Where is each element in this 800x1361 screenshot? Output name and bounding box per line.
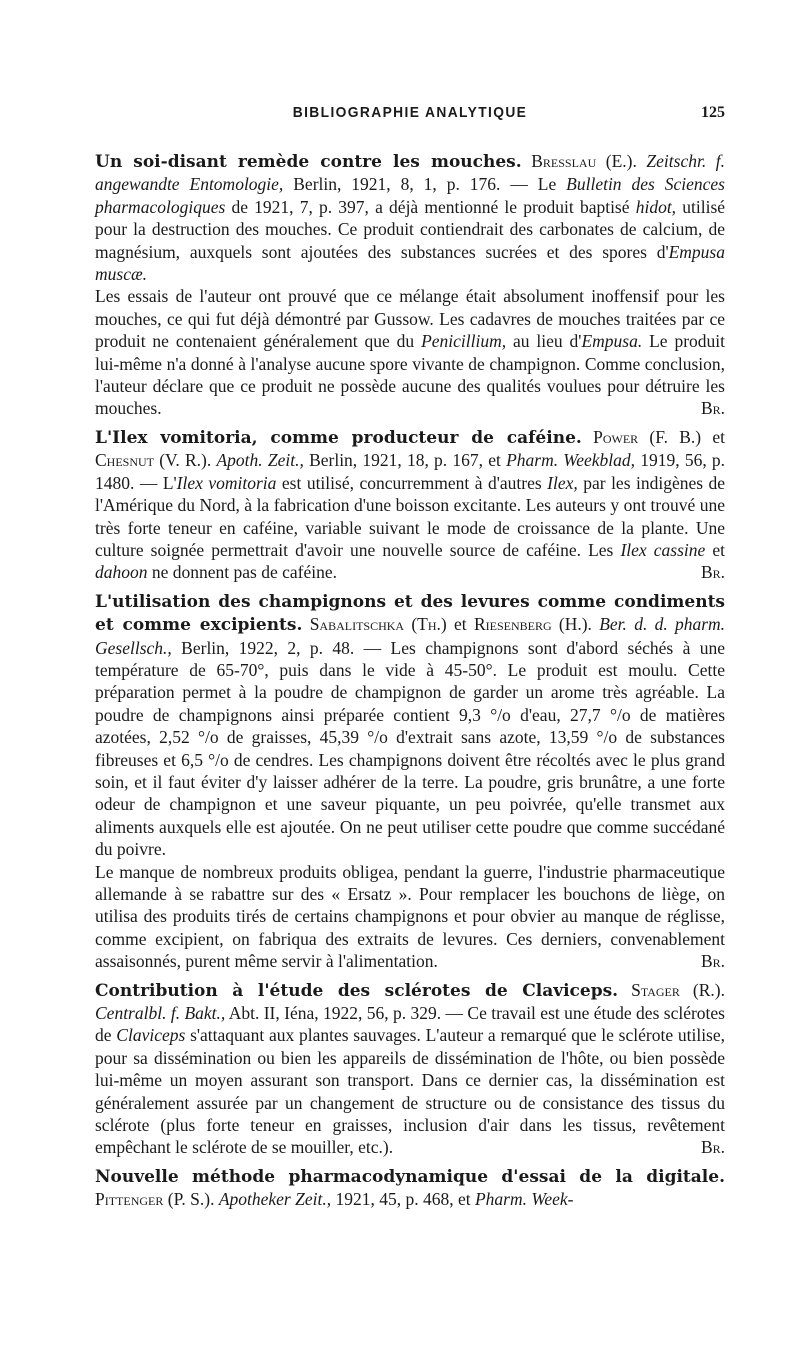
entry-title: Un soi-disant remède contre les mouches. — [95, 152, 522, 172]
entry-citation-details: Berlin, 1921, 18, p. 167, et — [309, 450, 501, 471]
bibliography-entry — [95, 979, 725, 1159]
entry-journal: Centralbl. f. Bakt., — [95, 1003, 226, 1024]
entry-text-italic: dahoon — [95, 562, 148, 583]
entry-signature: Br. — [700, 398, 725, 419]
entry-paragraph — [95, 1165, 725, 1211]
entry-journal: Pharm. Week- — [474, 1189, 574, 1210]
entry-authors: Chesnut (V. R.). — [95, 450, 212, 471]
entry-signature: Br. — [700, 951, 725, 972]
entry-text: Le manque de nombreux produits obligea, pendant la guerre, l'industrie pharmaceutique allemande à se rabattre sur des « Ersatz ». Pour remplacer les bouchons de liège, on utilisa des produits tirés de certains champignons et pour obvier au manque de réglisse, comme excipient, on fabriqua des extraits de levures. Ces derniers, convenablement assaisonnés, purent même servir à l'alimentation. — [95, 861, 725, 972]
bibliography-entry — [95, 426, 725, 584]
entry-title: Nouvelle méthode pharmacodynamique d'essai de la digitale. — [95, 1166, 725, 1187]
entry-text: utilisé pour la destruction des mouches. Ce produit contiendrait des carbonates de calcium, de magnésium, auxquels sont ajoutées des substances sucrées et des spores d' — [95, 196, 726, 262]
entry-text: Les champignons sont d'abord séchés à une température de 65-70°, puis dans le vide à 45-50°. Le produit est moulu. Cette préparation permet à la poudre de champignon de garder un arome très agréable. La poudre de champignons ainsi préparée contient 9,3 °/o d'eau, 27,7 °/o de matières azotées, 2,52 °/o de graisses, 45,39 °/o d'extrait sans azote, 13,59 °/o de substances fibreuses et 6,5 °/o de cendres. Les champignons doivent être récoltés avec le plus grand soin, et il faut éviter d'y laisser adhérer de la terre. La poudre, gris brunâtre, a une forte odeur de champignon et une saveur piquante, un peu poivrée, qu'elle transmet aux aliments auxquels elle est ajoutée. On ne peut utiliser cette poudre que comme succédané du poivre. — [95, 637, 726, 860]
entry-citation-details: 1921, 45, p. 468, et — [335, 1189, 471, 1210]
page-body — [95, 150, 725, 1211]
entry-text: et — [712, 539, 726, 560]
entry-authors-join: et — [712, 426, 726, 447]
entry-paragraph — [95, 979, 725, 1159]
entry-journal: Ber. d. d. pharm. Gesellsch., — [95, 614, 726, 658]
bibliography-entry — [95, 590, 725, 973]
entry-text: Les essais de l'auteur ont prouvé que ce mélange était absolument inoffensif pour les mouches, ce qui fut déjà démontré par Gussow. Les cadavres de mouches traitées par ce produit ne contenaient généralement que du — [95, 286, 725, 352]
page-number: 125 — [701, 104, 725, 121]
entry-text-italic: Empusa muscæ. — [95, 241, 725, 285]
entry-journal: Pharm. Weekblad, — [506, 450, 636, 471]
entry-text-italic: Empusa. — [581, 331, 643, 352]
entry-text: ne donnent pas de caféine. — [151, 562, 338, 583]
entry-text: Le produit lui-même n'a donné à l'analyse aucune spore vivante de champignon. Comme conclusion, l'auteur déclare que ce produit ne possède aucune des qualités voulues pour détruire les mouches. — [95, 331, 726, 419]
entry-text-italic: hidot, — [635, 196, 677, 217]
entry-citation-details: 1919, 56, p. 1480. — L' — [95, 450, 726, 493]
entry-text: de 1921, 7, p. 397, a déjà mentionné le produit baptisé — [231, 196, 630, 217]
entry-text-italic: Ilex cassine — [620, 539, 706, 560]
entry-authors: Power (F. B.) — [593, 426, 702, 447]
entry-paragraph — [95, 861, 725, 973]
entry-journal: Apotheker Zeit., — [218, 1189, 332, 1210]
entry-authors: Bresslau (E.). — [531, 151, 637, 171]
entry-authors-join: et — [454, 614, 467, 635]
entry-text-italic: Bulletin des Sciences pharmacologiques — [95, 174, 725, 217]
entry-text: par les indigènes de l'Amérique du Nord, à la fabrication d'une boisson excitante. Les auteurs y ont trouvé une très forte teneur en caféine, variable suivant le mode de croissance de la plante. Une culture soignée permettrait d'avoir une nouvelle source de caféine. Les — [95, 472, 726, 560]
entry-text-italic: Ilex, — [547, 472, 578, 493]
bibliography-entry — [95, 1165, 725, 1211]
entry-authors: Sabalitschka (Th.) — [309, 614, 447, 635]
entry-paragraph — [95, 426, 725, 584]
entry-paragraph — [95, 285, 725, 419]
entry-title: L'Ilex vomitoria, comme producteur de caféine. — [95, 427, 582, 448]
entry-signature: Br. — [700, 562, 725, 583]
entry-title: L'utilisation des champignons et des levures comme condiments et comme excipients. — [95, 591, 725, 636]
entry-authors: Pittenger (P. S.). — [95, 1189, 215, 1210]
entry-text: s'attaquant aux plantes sauvages. L'auteur a remarqué que le sclérote utilise, pour sa dissémination ou bien les appareils de dissémination de l'hôte, ou bien possède lui-même un moyen assurant son transport. Dans ce dernier cas, la dissémination est généralement assurée par un changement de structure ou de consistance des tissus du sclérote (plus forte teneur en graisses, inclusion d'air dans les tissus, revêtement empêchant le sclérote de se mouiller, etc.). — [95, 1025, 726, 1158]
entry-journal: Apoth. Zeit., — [216, 450, 304, 471]
bibliography-entry — [95, 150, 725, 420]
running-title: BIBLIOGRAPHIE ANALYTIQUE — [292, 104, 528, 121]
entry-text-italic: Ilex vomitoria — [176, 472, 277, 493]
entry-paragraph — [95, 150, 725, 285]
entry-citation-details: Berlin, 1922, 2, p. 48. — — [181, 637, 382, 658]
entry-paragraph — [95, 590, 725, 861]
entry-authors: Stager (R.). — [631, 979, 725, 1000]
entry-signature: Br. — [700, 1137, 725, 1158]
entry-text: au lieu d' — [513, 331, 582, 352]
entry-text-italic: Penicillium, — [421, 331, 507, 352]
entry-title: Contribution à l'étude des sclérotes de Claviceps. — [95, 980, 619, 1001]
entry-text: est utilisé, concurremment à d'autres — [281, 472, 542, 493]
entry-journal: Zeitschr. f. angewandte Entomologie, — [95, 151, 725, 195]
entry-text-italic: Claviceps — [116, 1025, 186, 1046]
page-header — [95, 104, 725, 128]
entry-citation-details: Abt. II, Iéna, 1922, 56, p. 329. — Ce travail est une étude des sclérotes de — [95, 1003, 725, 1046]
entry-authors: Riesenberg (H.). — [473, 614, 592, 635]
entry-citation-details: Berlin, 1921, 8, 1, p. 176. — Le — [293, 174, 557, 195]
